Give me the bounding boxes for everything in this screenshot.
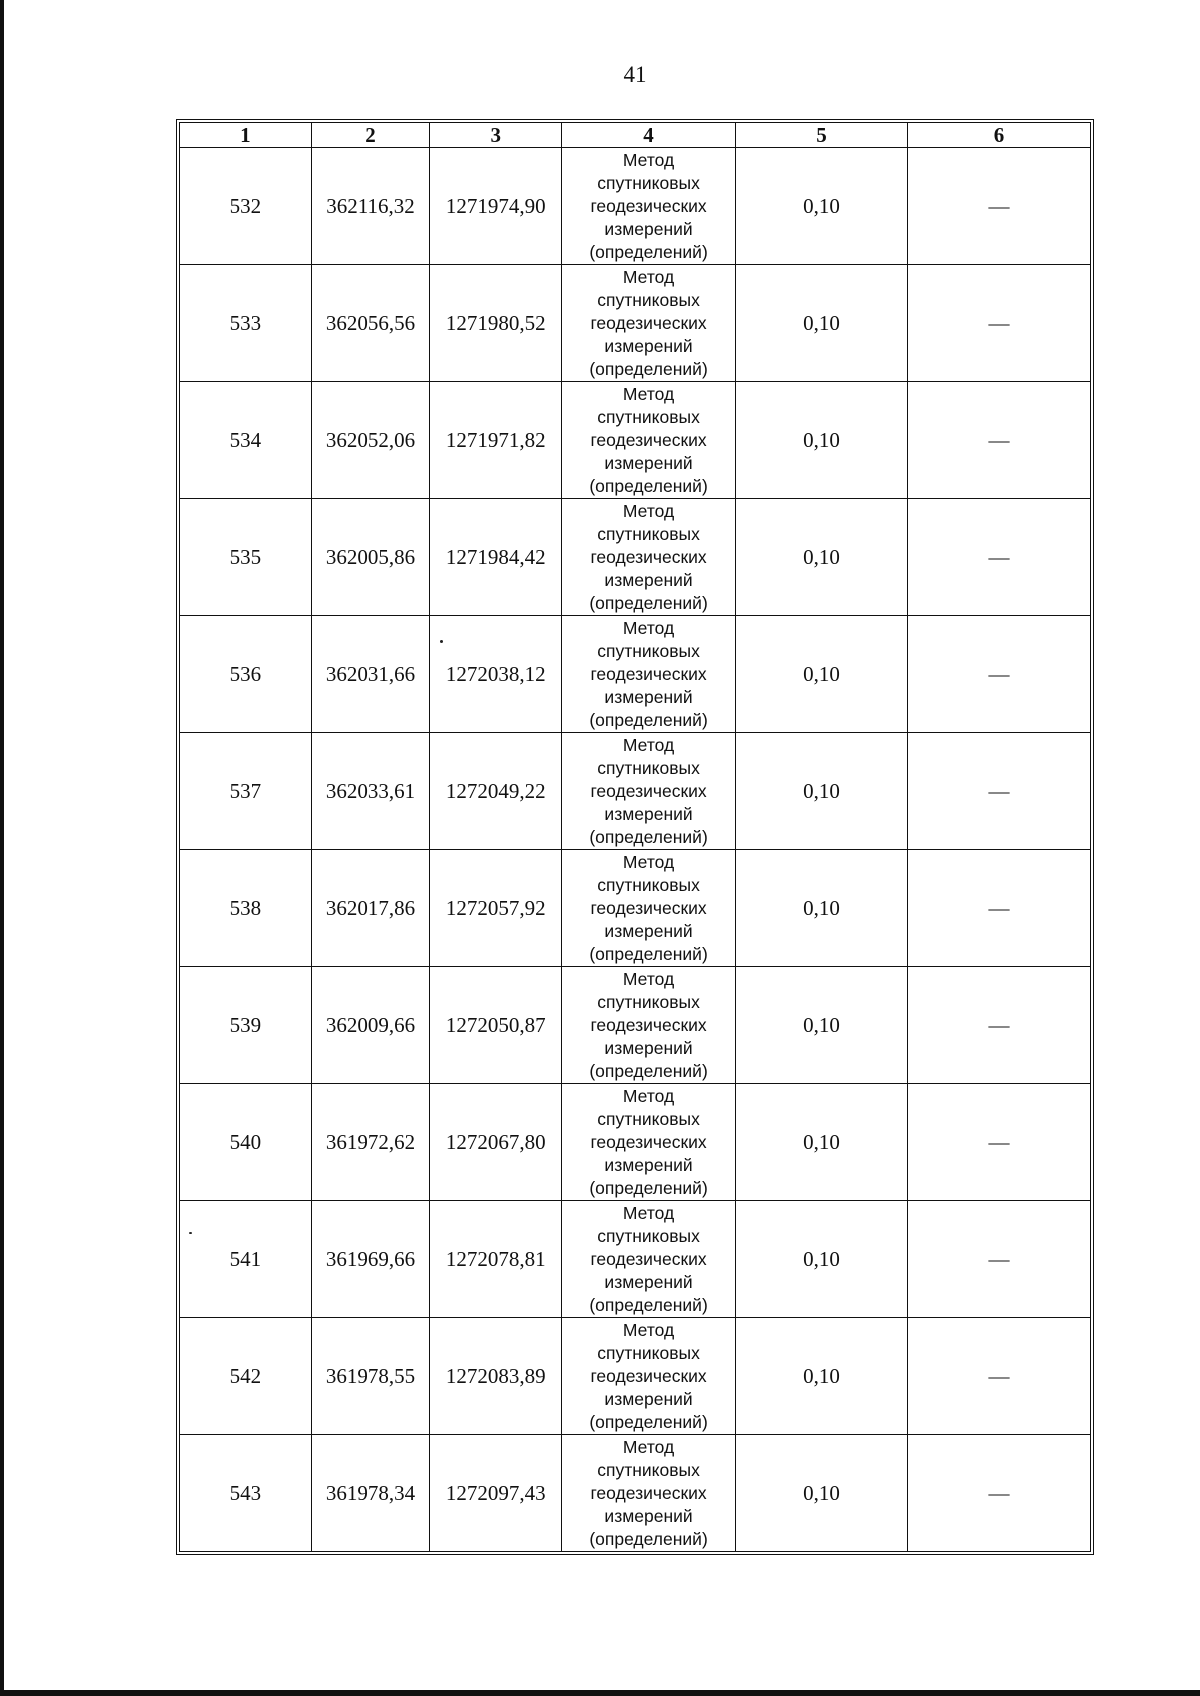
method-text-line: измерений xyxy=(604,1037,693,1058)
method-text-line: спутниковых xyxy=(597,1459,700,1480)
method-text-line: геодезических xyxy=(590,1482,707,1503)
method-text-line: измерений xyxy=(604,335,693,356)
table-row xyxy=(180,1435,1091,1552)
method-text-line: спутниковых xyxy=(597,640,700,661)
table-row xyxy=(180,382,1091,499)
method-text-line: (определений) xyxy=(589,592,708,613)
table-row xyxy=(180,1201,1091,1318)
accuracy-cell: 0,10 xyxy=(736,616,908,733)
description-cell: — xyxy=(907,148,1090,265)
description-cell: — xyxy=(907,1084,1090,1201)
coordinate-x-cell: 362031,66 xyxy=(311,616,430,733)
column-header: 6 xyxy=(907,123,1090,148)
coordinate-x-cell: 361978,34 xyxy=(311,1435,430,1552)
description-cell: — xyxy=(907,265,1090,382)
method-text-line: Метод xyxy=(622,383,675,404)
method-text-line: спутниковых xyxy=(597,523,700,544)
method-text-line: (определений) xyxy=(589,709,708,730)
coordinate-x-cell: 362116,32 xyxy=(311,148,430,265)
accuracy-cell: 0,10 xyxy=(736,733,908,850)
method-text-line: (определений) xyxy=(589,1294,708,1315)
description-cell: — xyxy=(907,499,1090,616)
description-cell: — xyxy=(907,1201,1090,1318)
table-row xyxy=(180,616,1091,733)
description-cell: — xyxy=(907,382,1090,499)
method-text-line: спутниковых xyxy=(597,991,700,1012)
method-text-line: измерений xyxy=(604,1154,693,1175)
method-text-line: Метод xyxy=(622,851,675,872)
method-text-line: Метод xyxy=(622,1202,675,1223)
point-number-cell: 542 xyxy=(180,1318,312,1435)
table-row xyxy=(180,499,1091,616)
method-text-line: (определений) xyxy=(589,943,708,964)
table-row xyxy=(180,850,1091,967)
method-text-line: (определений) xyxy=(589,1177,708,1198)
method-text-line: измерений xyxy=(604,1388,693,1409)
accuracy-cell: 0,10 xyxy=(736,850,908,967)
method-text-line: спутниковых xyxy=(597,1108,700,1129)
coordinate-y-cell: 1272038,12 xyxy=(430,616,562,733)
method-cell xyxy=(562,967,736,1084)
accuracy-cell: 0,10 xyxy=(736,148,908,265)
method-text-line: измерений xyxy=(604,1271,693,1292)
method-cell xyxy=(562,382,736,499)
accuracy-cell: 0,10 xyxy=(736,1084,908,1201)
coordinate-y-cell: 1272078,81 xyxy=(430,1201,562,1318)
coordinate-y-cell: 1271980,52 xyxy=(430,265,562,382)
method-text-line: спутниковых xyxy=(597,1225,700,1246)
method-text-line: (определений) xyxy=(589,1528,708,1549)
method-text-line: Метод xyxy=(622,1436,675,1457)
table-body xyxy=(180,148,1091,1552)
column-header: 1 xyxy=(180,123,312,148)
coordinate-y-cell: 1272057,92 xyxy=(430,850,562,967)
column-header: 4 xyxy=(562,123,736,148)
coordinate-x-cell: 362052,06 xyxy=(311,382,430,499)
method-text-line: геодезических xyxy=(590,546,707,567)
method-cell xyxy=(562,265,736,382)
method-cell xyxy=(562,616,736,733)
method-text-line: спутниковых xyxy=(597,406,700,427)
coordinate-x-cell: 362017,86 xyxy=(311,850,430,967)
coordinate-y-cell: 1272050,87 xyxy=(430,967,562,1084)
point-number-cell: 537 xyxy=(180,733,312,850)
table-row xyxy=(180,967,1091,1084)
method-text-line: (определений) xyxy=(589,826,708,847)
coordinate-x-cell: 362009,66 xyxy=(311,967,430,1084)
accuracy-cell: 0,10 xyxy=(736,265,908,382)
coordinate-x-cell: 362033,61 xyxy=(311,733,430,850)
table-row xyxy=(180,265,1091,382)
point-number-cell: 536 xyxy=(180,616,312,733)
method-text-line: Метод xyxy=(622,734,675,755)
scan-speck xyxy=(440,640,443,643)
column-header: 2 xyxy=(311,123,430,148)
method-text-line: геодезических xyxy=(590,195,707,216)
method-cell xyxy=(562,499,736,616)
method-text-line: измерений xyxy=(604,218,693,239)
accuracy-cell: 0,10 xyxy=(736,1201,908,1318)
accuracy-cell: 0,10 xyxy=(736,1435,908,1552)
method-text-line: спутниковых xyxy=(597,289,700,310)
coordinate-y-cell: 1271974,90 xyxy=(430,148,562,265)
method-text-line: геодезических xyxy=(590,897,707,918)
coordinate-y-cell: 1272083,89 xyxy=(430,1318,562,1435)
accuracy-cell: 0,10 xyxy=(736,499,908,616)
method-text-line: измерений xyxy=(604,686,693,707)
method-text-line: геодезических xyxy=(590,1365,707,1386)
accuracy-cell: 0,10 xyxy=(736,1318,908,1435)
coordinate-x-cell: 361972,62 xyxy=(311,1084,430,1201)
method-cell xyxy=(562,1201,736,1318)
coordinate-x-cell: 362056,56 xyxy=(311,265,430,382)
method-cell xyxy=(562,148,736,265)
scan-speck xyxy=(189,1232,192,1234)
description-cell: — xyxy=(907,1435,1090,1552)
point-number-cell: 540 xyxy=(180,1084,312,1201)
method-text-line: (определений) xyxy=(589,358,708,379)
method-text-line: измерений xyxy=(604,803,693,824)
description-cell: — xyxy=(907,733,1090,850)
coordinate-y-cell: 1272097,43 xyxy=(430,1435,562,1552)
coordinate-y-cell: 1271984,42 xyxy=(430,499,562,616)
scan-edge-bottom xyxy=(0,1690,1200,1696)
method-text-line: Метод xyxy=(622,617,675,638)
method-text-line: Метод xyxy=(622,1319,675,1340)
method-text-line: измерений xyxy=(604,1505,693,1526)
accuracy-cell: 0,10 xyxy=(736,967,908,1084)
method-text-line: геодезических xyxy=(590,663,707,684)
method-cell xyxy=(562,733,736,850)
table-row xyxy=(180,733,1091,850)
method-text-line: спутниковых xyxy=(597,757,700,778)
point-number-cell: 541 xyxy=(180,1201,312,1318)
table-row xyxy=(180,1318,1091,1435)
method-text-line: Метод xyxy=(622,266,675,287)
method-text-line: (определений) xyxy=(589,1411,708,1432)
coordinates-table xyxy=(179,122,1091,1552)
method-cell xyxy=(562,1318,736,1435)
coordinates-table-frame xyxy=(176,119,1094,1555)
coordinate-y-cell: 1272049,22 xyxy=(430,733,562,850)
method-text-line: (определений) xyxy=(589,475,708,496)
method-text-line: измерений xyxy=(604,569,693,590)
method-cell xyxy=(562,1435,736,1552)
method-text-line: измерений xyxy=(604,920,693,941)
column-header: 3 xyxy=(430,123,562,148)
method-text-line: (определений) xyxy=(589,241,708,262)
accuracy-cell: 0,10 xyxy=(736,382,908,499)
method-text-line: спутниковых xyxy=(597,874,700,895)
scan-edge-left xyxy=(0,0,4,1696)
point-number-cell: 535 xyxy=(180,499,312,616)
table-header-row xyxy=(180,123,1091,148)
method-text-line: измерений xyxy=(604,452,693,473)
method-text-line: спутниковых xyxy=(597,1342,700,1363)
method-text-line: геодезических xyxy=(590,1014,707,1035)
point-number-cell: 543 xyxy=(180,1435,312,1552)
description-cell: — xyxy=(907,1318,1090,1435)
page-number: 41 xyxy=(623,62,647,87)
table-row xyxy=(180,1084,1091,1201)
description-cell: — xyxy=(907,967,1090,1084)
coordinate-y-cell: 1271971,82 xyxy=(430,382,562,499)
method-text-line: геодезических xyxy=(590,780,707,801)
method-text-line: геодезических xyxy=(590,312,707,333)
method-text-line: (определений) xyxy=(589,1060,708,1081)
method-text-line: геодезических xyxy=(590,429,707,450)
method-text-line: Метод xyxy=(622,968,675,989)
method-text-line: геодезических xyxy=(590,1248,707,1269)
description-cell: — xyxy=(907,850,1090,967)
coordinate-y-cell: 1272067,80 xyxy=(430,1084,562,1201)
table-row xyxy=(180,148,1091,265)
description-cell: — xyxy=(907,616,1090,733)
method-cell xyxy=(562,1084,736,1201)
method-text-line: Метод xyxy=(622,1085,675,1106)
point-number-cell: 533 xyxy=(180,265,312,382)
method-text-line: спутниковых xyxy=(597,172,700,193)
method-text-line: Метод xyxy=(622,500,675,521)
point-number-cell: 532 xyxy=(180,148,312,265)
method-text-line: Метод xyxy=(622,149,675,170)
coordinate-x-cell: 361969,66 xyxy=(311,1201,430,1318)
method-cell xyxy=(562,850,736,967)
point-number-cell: 538 xyxy=(180,850,312,967)
column-header: 5 xyxy=(736,123,908,148)
coordinate-x-cell: 362005,86 xyxy=(311,499,430,616)
method-text-line: геодезических xyxy=(590,1131,707,1152)
point-number-cell: 539 xyxy=(180,967,312,1084)
coordinate-x-cell: 361978,55 xyxy=(311,1318,430,1435)
point-number-cell: 534 xyxy=(180,382,312,499)
